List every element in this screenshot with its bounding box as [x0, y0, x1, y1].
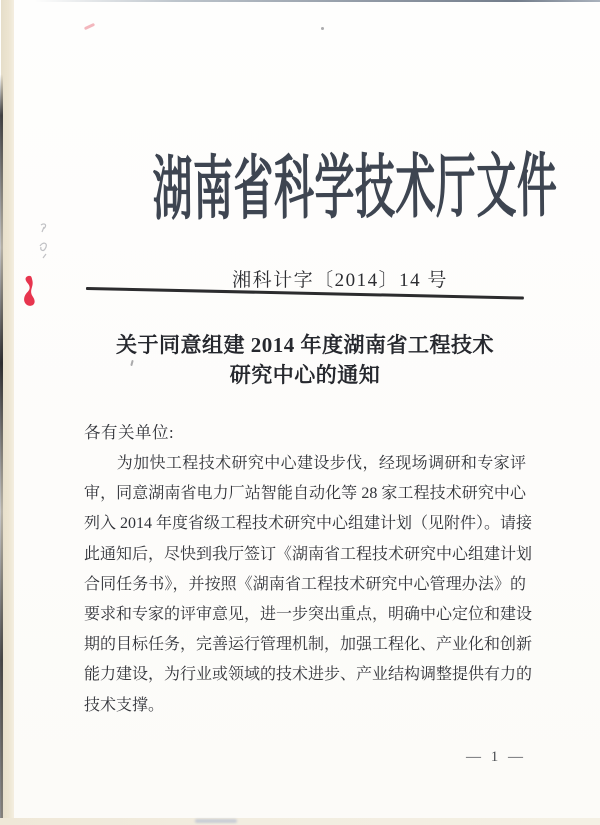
body-line: 审，同意湖南省电力厂站智能自动化等 28 家工程技术研究中心 [84, 485, 526, 503]
salutation: 各有关单位: [84, 423, 175, 442]
scan-smudge [195, 819, 237, 823]
agency-letterhead [0, 148, 600, 230]
red-ink-mark [21, 275, 41, 307]
notice-title-line1: 关于同意组建 2014 年度湖南省工程技术 [116, 333, 494, 357]
document-number: 湘科计字〔2014〕14 号 [232, 270, 448, 291]
scan-edge-top [34, 0, 600, 2]
notice-title-line2: 研究中心的通知 [229, 363, 381, 387]
body-line: 能力建设，为行业或领域的技术进步、产业结构调整提供有力的 [84, 666, 533, 684]
body-line: 列入 2014 年度省级工程技术研究中心组建计划（见附件）。请接 [84, 515, 533, 533]
agency-letterhead-text: 湖南省科学技术厅文件 [152, 148, 558, 230]
dust-speck [321, 27, 324, 30]
notice-title [5, 330, 600, 390]
scan-edge-left-shadow [0, 0, 3, 825]
faint-red-dash [84, 23, 95, 30]
body-line: 技术支撑。 [84, 696, 165, 714]
body-paragraph [84, 449, 533, 721]
body-line: 要求和专家的评审意见，进一步突出重点，明确中心定位和建设 [84, 606, 533, 624]
scan-edge-bottom [0, 818, 600, 825]
body-line: 期的目标任务，完善运行管理机制，加强工程化、产业化和创新 [84, 636, 533, 654]
page-number: — 1 — [466, 749, 526, 765]
pencil-scribble-marks [36, 220, 56, 262]
body-line: 此通知后，尽快到我厅签订《湖南省工程技术研究中心组建计划 [84, 545, 533, 563]
scan-edge-left [1, 0, 14, 825]
body-line: 为加快工程技术研究中心建设步伐，经现场调研和专家评 [84, 455, 526, 472]
body-line: 合同任务书》，并按照《湖南省工程技术研究中心管理办法》的 [84, 575, 526, 593]
